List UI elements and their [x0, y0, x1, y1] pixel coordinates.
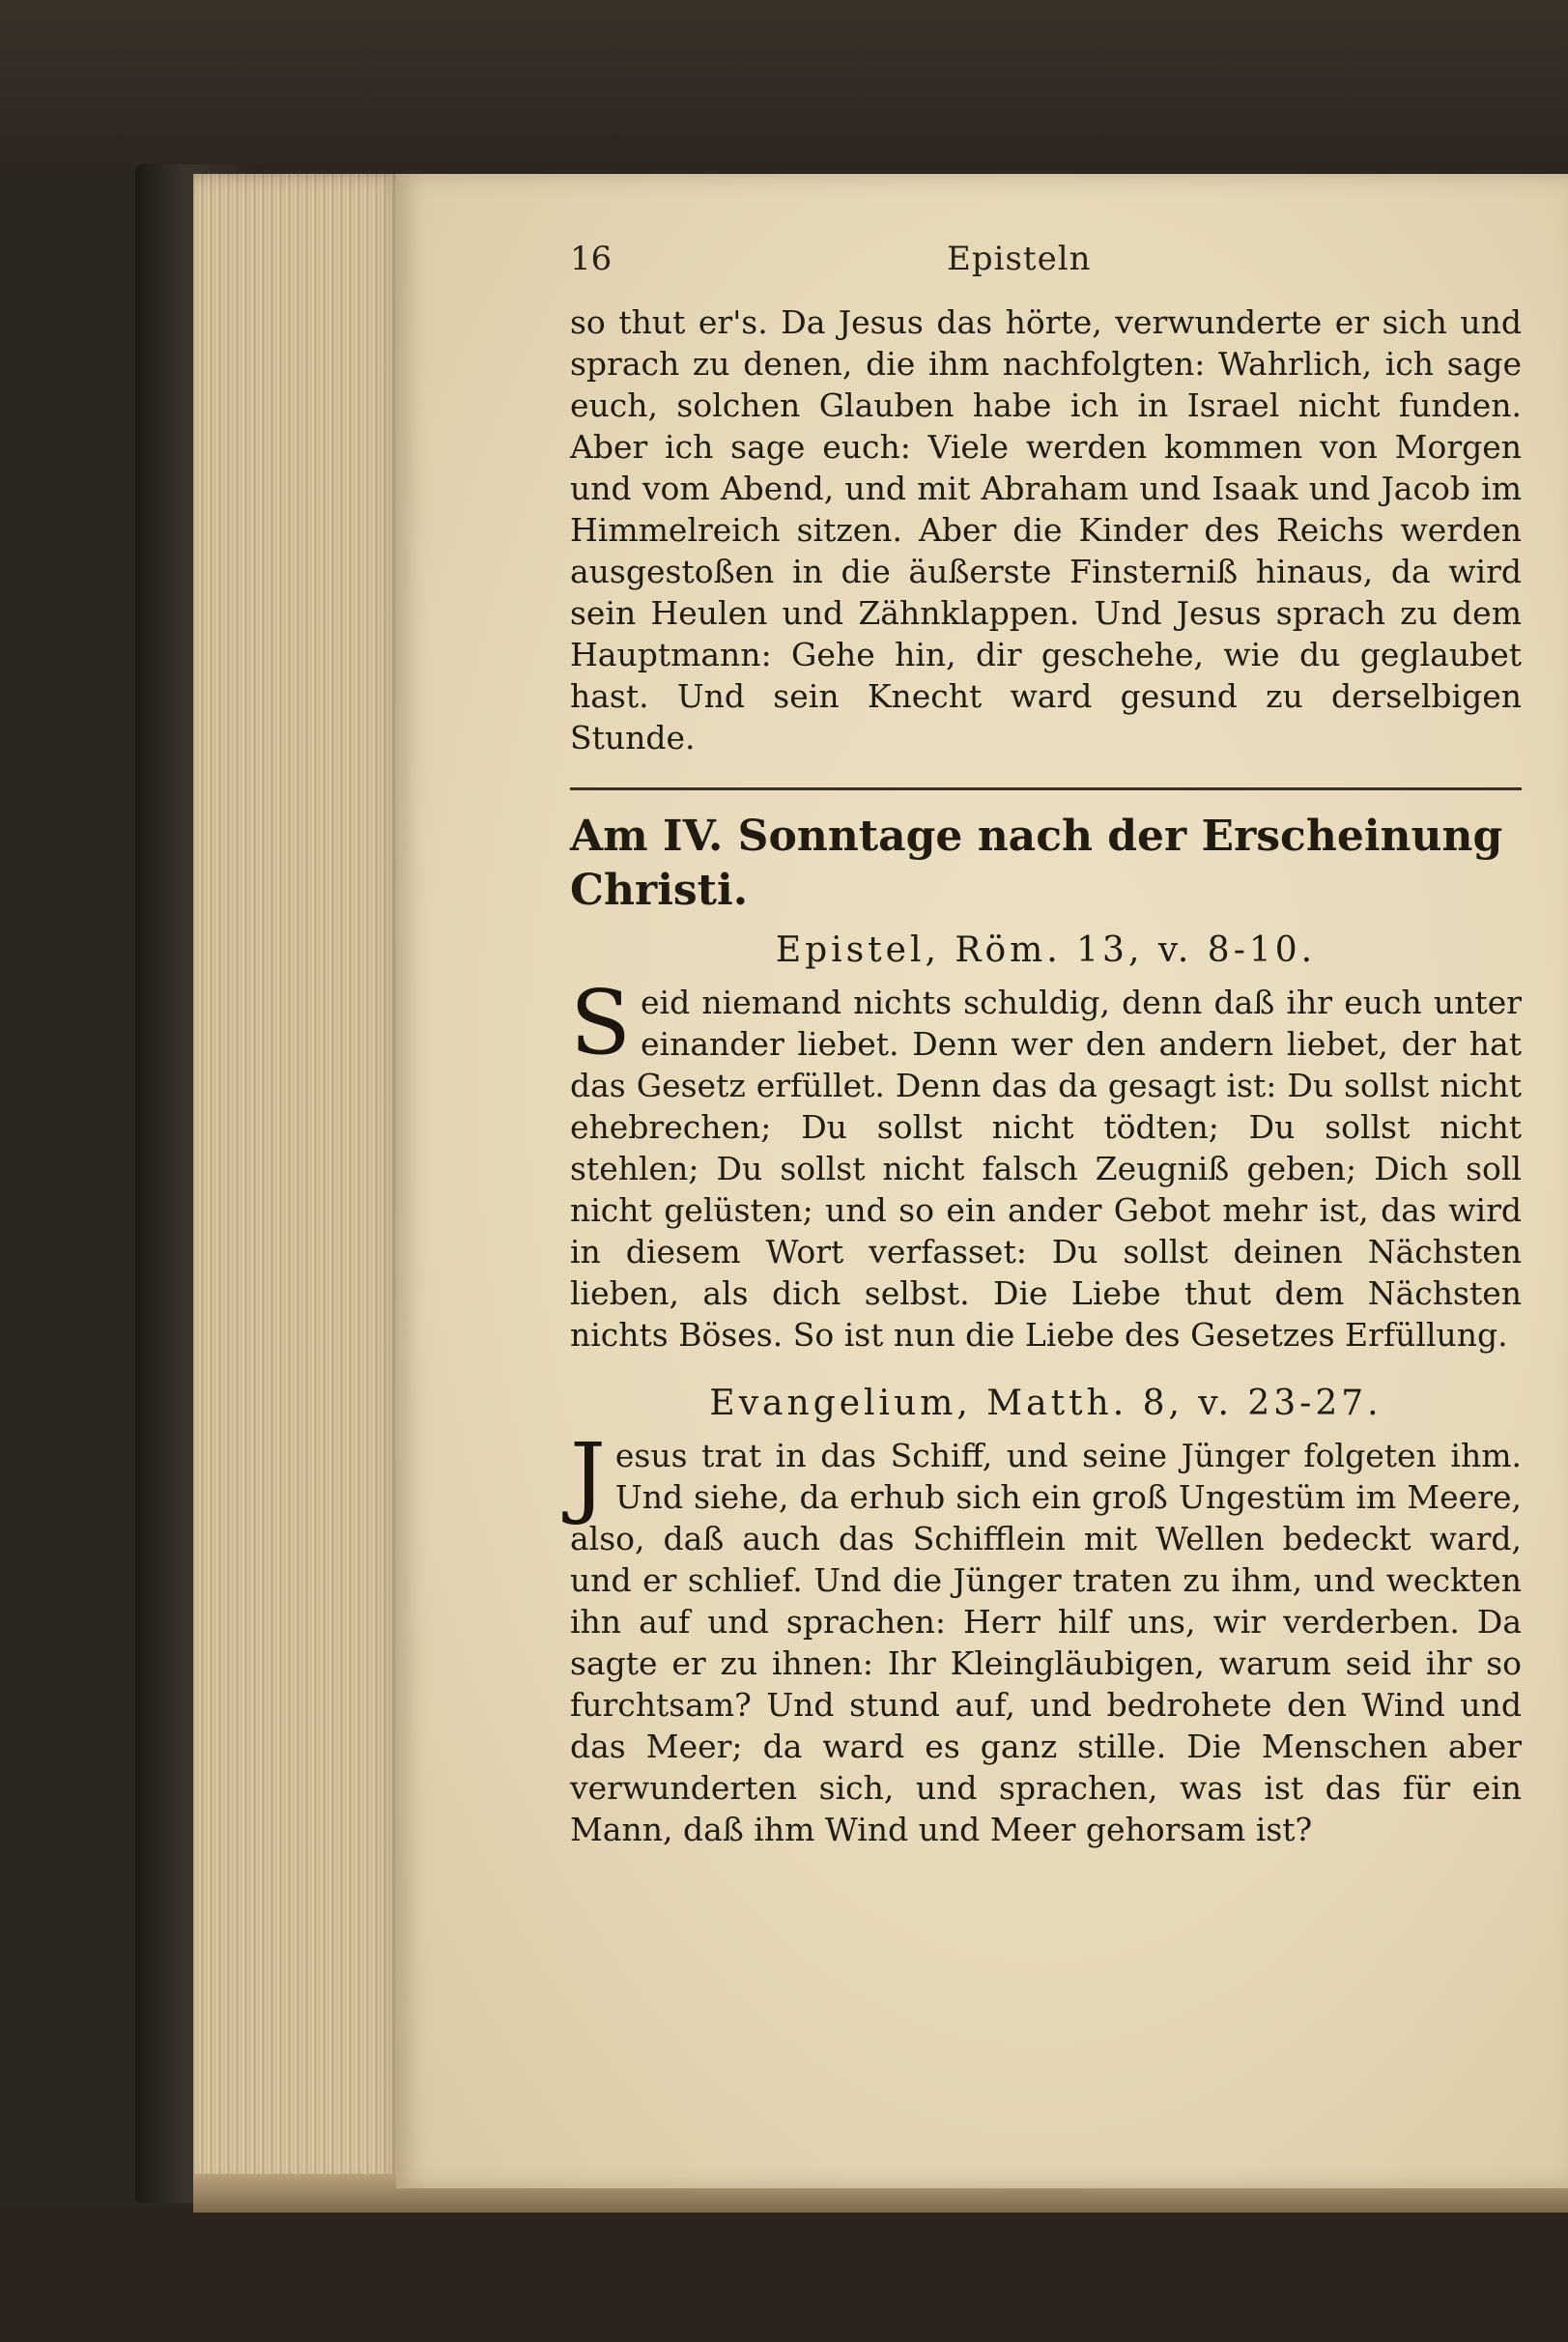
section-heading: Am IV. Sonntage nach der Erscheinung Christi.	[570, 812, 1503, 915]
page-content	[570, 232, 1522, 1850]
background-top	[0, 0, 1568, 174]
page-edges	[193, 174, 406, 2188]
epistle-heading: Epistel, Röm. 13, v. 8-10.	[775, 930, 1317, 970]
gospel-dropcap: J	[570, 1424, 606, 1528]
epistle-text: eid niemand nichts schuldig, denn daß ihr euch unter einander liebet. Denn wer den andern liebet, der hat das Gesetz erfüllet. Denn das da gesagt ist: Du sollst nicht ehebrechen; Du sollst nicht tödten; Du sollst nicht stehlen; Du sollst nicht falsch Zeugniß geben; Dich soll nicht gelüsten; und so ein ander Gebot mehr ist, das wird in diesem Wort verfasset: Du sollst deinen Nächsten lieben, als dich selbst. Die Liebe thut dem Nächsten nichts Böses. So ist nun die Liebe des Gesetzes Erfüllung.	[570, 984, 1522, 1354]
book-page	[396, 174, 1568, 2188]
page-number: 16	[570, 240, 613, 278]
gospel-block	[570, 1424, 1522, 1850]
gospel-heading: Evangelium, Matth. 8, v. 23-27.	[709, 1384, 1383, 1423]
running-head-title: Episteln	[947, 240, 1092, 278]
continuation-paragraph: so thut er's. Da Jesus das hörte, verwunderte er sich und sprach zu denen, die ihm nachfolgten: Wahrlich, ich sage euch, solchen Glauben habe ich in Israel nicht funden. Aber ich sage euch: Viele werden kommen von Morgen und vom Abend, und mit Abraham und Isaak und Jacob im Himmelreich sitzen. Aber die Kinder des Reichs werden ausgestoßen in die äußerste Finsterniß hinaus, da wird sein Heulen und Zähnklappen. Und Jesus sprach zu dem Hauptmann: Gehe hin, dir geschehe, wie du geglaubet hast. Und sein Knecht ward gesund zu derselbigen Stunde.	[570, 303, 1522, 757]
running-head	[570, 232, 1522, 290]
epistle-block	[570, 971, 1522, 1356]
section-divider	[570, 787, 1522, 790]
background-bottom	[0, 2208, 1568, 2342]
gospel-text: esus trat in das Schiff, und seine Jünger folgeten ihm. Und siehe, da erhub sich ein groß Ungestüm im Meere, also, daß auch das Schifflein mit Wellen bedeckt ward, und er schlief. Und die Jünger traten zu ihm, und weckten ihn auf und sprachen: Herr hilf uns, wir verderben. Da sagte er zu ihnen: Ihr Kleingläubigen, warum seid ihr so furchtsam? Und stund auf, und bedrohete den Wind und das Meer; da ward es ganz stille. Die Menschen aber verwunderten sich, und sprachen, was ist das für ein Mann, daß ihm Wind und Meer gehorsam ist?	[570, 1437, 1522, 1848]
epistle-dropcap: S	[570, 971, 632, 1074]
